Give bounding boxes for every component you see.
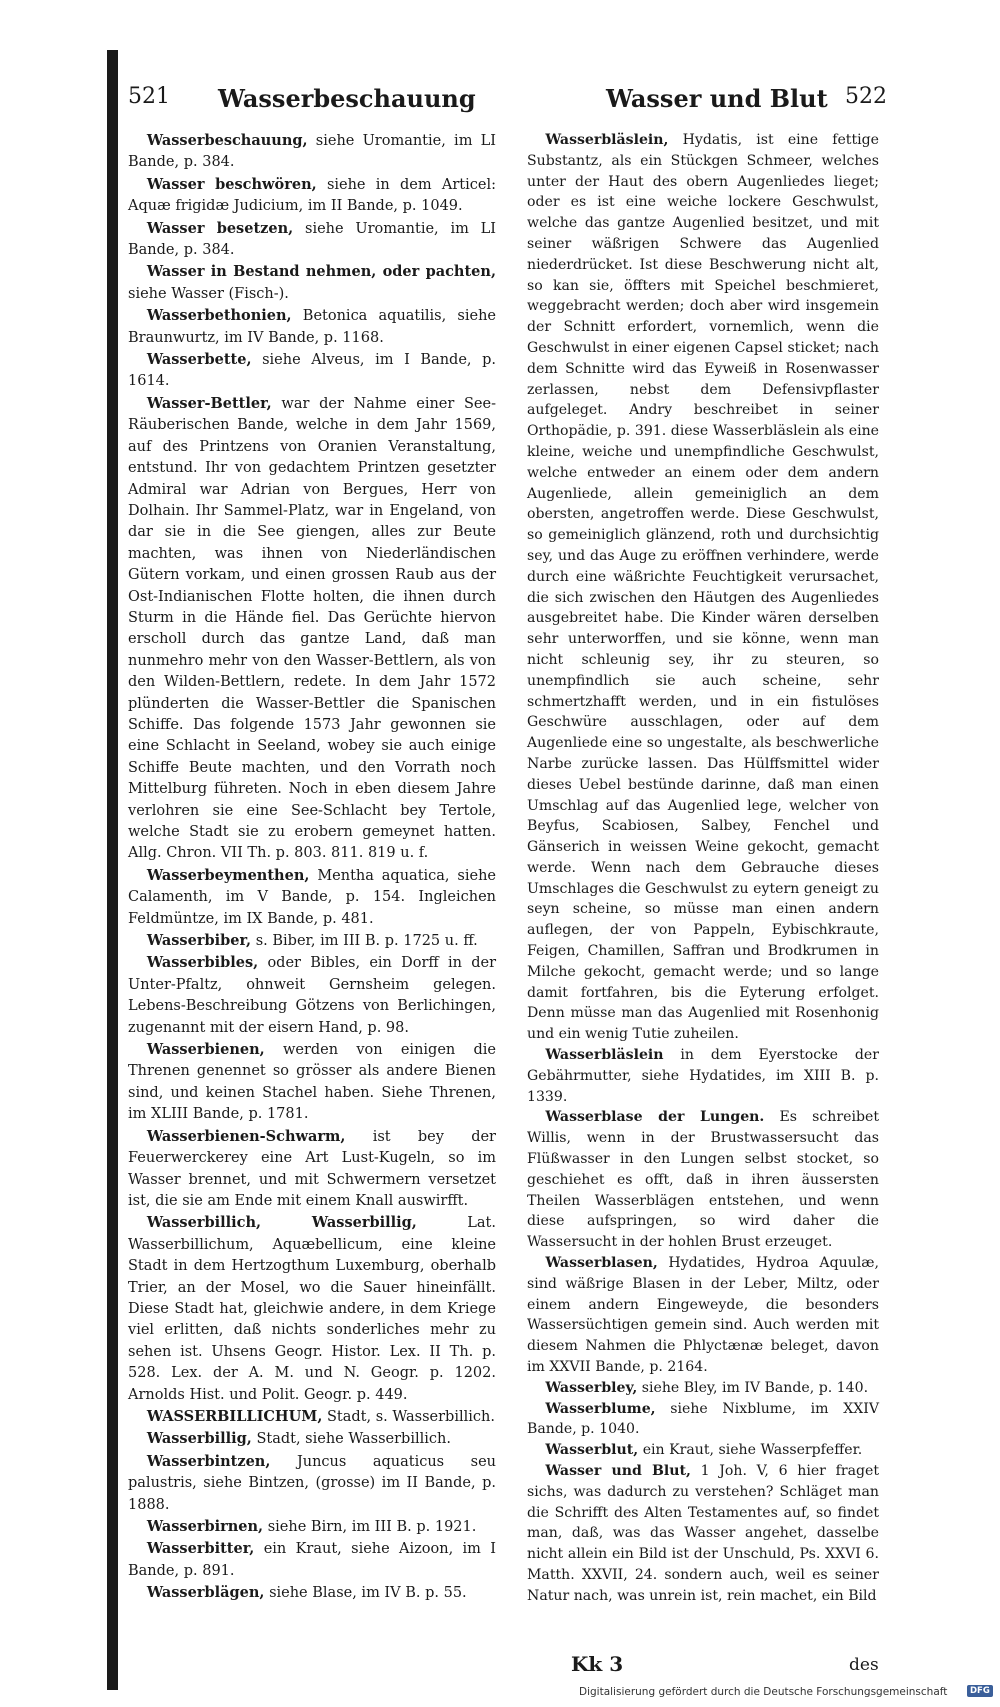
dictionary-entry	[128, 1451, 496, 1516]
entry-headword: Wasserbintzen,	[146, 1452, 271, 1470]
dictionary-entry	[128, 1406, 496, 1428]
entry-text: siehe Blase, im IV B. p. 55.	[269, 1585, 467, 1602]
dictionary-entry	[128, 174, 496, 218]
entry-headword: Wasserblase der Lungen.	[545, 1109, 765, 1126]
dictionary-entry	[527, 1378, 879, 1399]
entry-headword: Wasser besetzen,	[146, 219, 294, 237]
dictionary-entry	[128, 1428, 496, 1450]
entry-text: Lat. Wasserbillichum, Aquæbellicum, eine kleine Stadt in dem Hertzogthum Luxemburg, oberhalb Trier, an der Mosel, wo die Sauer hineinfällt. Diese Stadt hat, gleichwie andere, in dem Kriege viel erlitten, daß nichts sonderliches mehr zu sehen ist. Uhsens Geogr. Histor. Lex. II Th. p. 528. Lex. der A. M. und N. Geogr. p. 1202. Arnolds Hist. und Polit. Geogr. p. 449.	[128, 1215, 496, 1403]
entry-headword: Wasserbeymenthen,	[146, 866, 310, 884]
entry-headword: Wasserbette,	[146, 351, 252, 369]
entry-headword: Wasserbillig,	[146, 1430, 252, 1448]
entry-headword: Wasserbeschauung,	[146, 132, 308, 149]
dictionary-entry	[128, 1516, 496, 1538]
dictionary-entry	[527, 1440, 879, 1461]
dictionary-entry	[128, 952, 496, 1039]
right-running-title: Wasser und Blut	[606, 84, 828, 113]
entry-headword: Wasserbienen-Schwarm,	[146, 1127, 346, 1145]
dictionary-entry	[128, 261, 496, 305]
dictionary-entry	[128, 218, 496, 262]
right-column	[527, 130, 879, 1607]
entry-headword: Wasserbitter,	[146, 1540, 255, 1558]
entry-headword: Wasserbläslein	[545, 1047, 664, 1064]
entry-text: siehe Alveus, im I Bande, p. 1614.	[128, 352, 497, 390]
entry-text: siehe in dem Articel: Aquæ frigidæ Judicium, im II Bande, p. 1049.	[128, 176, 496, 215]
dictionary-entry	[527, 1107, 879, 1253]
entry-headword: Wasser-Bettler,	[146, 394, 272, 412]
entry-headword: Wasserbley,	[545, 1379, 638, 1396]
entry-headword: Wasser beschwören,	[146, 175, 317, 193]
entry-text: Juncus aquaticus seu palustris, siehe Bintzen, (grosse) im II Bande, p. 1888.	[128, 1453, 497, 1513]
dictionary-entry	[128, 1582, 496, 1604]
entry-headword: Wasser in Bestand nehmen, oder pachten,	[146, 263, 496, 281]
binding-edge	[107, 50, 118, 1690]
dictionary-entry	[128, 305, 496, 349]
entry-headword: WASSERBILLICHUM,	[146, 1407, 323, 1425]
entry-headword: Wasserbienen,	[146, 1041, 265, 1059]
entry-headword: Wasserbläslein,	[545, 132, 669, 148]
dictionary-entry	[128, 1538, 496, 1582]
entry-headword: Wasserbethonien,	[146, 307, 292, 325]
left-running-title: Wasserbeschauung	[218, 84, 476, 113]
entry-text: siehe Uromantie, im LI Bande, p. 384.	[128, 220, 497, 259]
dfg-logo: DFG	[967, 1685, 993, 1697]
entry-headword: Wasserbiber,	[146, 932, 252, 950]
entry-text: siehe Birn, im III B. p. 1921.	[267, 1519, 477, 1535]
entry-text: Es schreibet Willis, wenn in der Brustwassersucht das Flüßwasser in den Lungen selbst stocket, so geschiehet es offt, daß in ihren äussersten Theilen Wasserblägen entstehen, und wenn diese aufspringen, so wird daher die Wassersucht in der hohlen Brust erzeuget.	[527, 1109, 879, 1251]
entry-headword: Wasserbillich, Wasserbillig,	[146, 1214, 417, 1232]
dictionary-entry	[128, 349, 496, 393]
entry-text: in dem Eyerstocke der Gebährmutter, siehe Hydatides, im XIII B. p. 1339.	[527, 1047, 879, 1105]
entry-text: Hydatis, ist eine fettige Substantz, als ein Stückgen Schmeer, welches unter der Haut des obern Augenliedes lieget; oder es ist eine weiche lockere Geschwulst, welche das gantze Augenlied besitzet, und mit seiner wäßrigen Schwere das Augenlied niederdrücket. Ist diese Beschwerung nicht alt, so kan sie, öffters mit Speichel beschmieret, weggebracht werden; doch aber wird insgemein der Schnitt erfordert, vornemlich, wenn die Geschwulst in einer eigenen Capsel sticket; nach dem Schnitte wird das Eyweiß in Rosenwasser zerlassen, nebst dem Defensivpflaster aufgeleget. Andry beschreibet in seiner Orthopädie, p. 391. diese Wasserbläslein als eine kleine, weiche und unempfindliche Geschwulst, welche entweder an einem oder dem andern Augenliede, allein gemeiniglich an dem obersten, angetroffen werde. Diese Geschwulst, so gemeiniglich glänzend, roth und durchsichtig sey, und das Auge zu eröffnen verhindere, werde durch eine wäßrichte Feuchtigkeit verursachet, die sich zwischen den Häutgen des Augenliedes ausgebreitet habe. Die Kinder wären derselben sehr unterworffen, und sie könne, wenn man nicht schleunig sey, ihr zu steuren, so unempfindlich sie auch scheine, sehr schmertzhafft werden, und in ein fistulöses Geschwüre ausschlagen, oder auf dem Augenliede eine so ungestalte, als beschwerliche Narbe zurücke lassen. Das Hülffsmittel wider dieses Uebel bestünde darinne, daß man einen Umschlag auf das Augenlied lege, welcher von Beyfus, Scabiosen, Salbey, Fenchel und Gänserich in weissen Weine gekocht, gemacht werde. Wenn nach dem Gebrauche dieses Umschlages die Geschwulst zu eytern geneigt zu seyn scheine, so müsse man einen andern auflegen, der von Pappeln, Eybischkraute, Feigen, Chamillen, Saffran und Brodkrumen in Milche gekocht, gemacht werde; und so lange damit fortfahren, bis die Eyterung erfolget. Denn müsse man das Augenlied mit Rosenhonig und ein wenig Tutie zuheilen.	[527, 132, 879, 1043]
digitization-footer: Digitalisierung gefördert durch die Deutsche Forschungsgemeinschaft	[579, 1686, 948, 1698]
dictionary-entry	[128, 930, 496, 952]
entry-headword: Wasserbirnen,	[146, 1518, 264, 1535]
entry-text: 1 Joh. V, 6 hier fraget sichs, was dadurch zu verstehen? Schläget man die Schrifft des Alten Testamentes auf, so findet man, daß, was das Wasser angehet, dasselbe nicht allein ein Bild ist der Unschuld, Ps. XXVI 6. Matth. XXVII, 24. sondern auch, weil es seiner Natur nach, was unrein ist, rein machet, ein Bild	[527, 1463, 880, 1604]
entry-headword: Wasserblut,	[545, 1442, 639, 1459]
entry-text: ist bey der Feuerwerckerey eine Art Lust-Kugeln, so im Wasser brennet, und mit Schwermern versetzet ist, die sie am Ende mit einem Knall auswirfft.	[128, 1128, 496, 1209]
left-column	[128, 130, 496, 1605]
entry-headword: Wasser und Blut,	[545, 1463, 691, 1479]
dictionary-entry	[128, 1212, 496, 1406]
dictionary-entry	[527, 1045, 879, 1107]
entry-text: s. Biber, im III B. p. 1725 u. ff.	[255, 933, 478, 950]
entry-text: Stadt, s. Wasserbillich.	[326, 1408, 495, 1425]
catchword: des	[849, 1655, 879, 1675]
entry-text: werden von einigen die Threnen genennet so grösser als andere Bienen sind, und keinen Stachel haben. Siehe Threnen, im XLIII Bande, p. 1781.	[128, 1042, 496, 1123]
dictionary-entry	[527, 1461, 879, 1607]
dictionary-entry	[527, 1399, 879, 1441]
entry-text: siehe Wasser (Fisch-).	[128, 285, 289, 302]
entry-text: war der Nahme einer See-Räuberischen Bande, welche in dem Jahr 1569, auf des Printzens von Oranien Veranstaltung, entstund. Ihr von gedachtem Printzen gesetzter Admiral war Adrian von Bergues, Herr von Dolhain. Ihr Sammel-Platz, war in Engeland, von dar sie in die See giengen, alles zur Beute machten, was ihnen von Niederländischen Gütern vorkam, und einen grossen Raub aus der Ost-Indianischen Flotte holten, die ihnen durch Sturm in die Hände fiel. Das Gerüchte hiervon erscholl durch das gantze Land, daß man nunmehro mehr von den Wasser-Bettlern, als von den Wilden-Bettlern, redete. In dem Jahr 1572 plünderten die Wasser-Bettler die Spanischen Schiffe. Das folgende 1573 Jahr gewonnen sie eine Schlacht in Seeland, wobey sie auch einige Schiffe Beute machten, und den Vorrath noch Mittelburg führeten. Noch in eben diesem Jahre verlohren sie eine See-Schlacht bey Tertole, welche Stadt sie zu erobern gemeynet hatten. Allg. Chron. VII Th. p. 803. 811. 819 u. f.	[128, 395, 496, 862]
entry-headword: Wasserbibles,	[146, 954, 259, 972]
dictionary-entry	[527, 1253, 879, 1378]
entry-text: siehe Uromantie, im LI Bande, p. 384.	[128, 133, 497, 171]
dictionary-entry	[527, 130, 879, 1045]
dictionary-entry	[128, 1039, 496, 1126]
entry-headword: Wasserblume,	[545, 1400, 656, 1417]
entry-text: Stadt, siehe Wasserbillich.	[256, 1431, 451, 1448]
right-page-number: 522	[845, 84, 887, 109]
entry-text: siehe Nixblume, im XXIV Bande, p. 1040.	[527, 1400, 880, 1438]
entry-text: Hydatides, Hydroa Aquulæ, sind wäßrige Blasen in der Leber, Miltz, oder einem andern Eingeweyde, die besonders Wassersüchtigen gemein sind. Auch werden mit diesem Nahmen die Phlyctænæ beleget, davon im XXVII Bande, p. 2164.	[527, 1255, 880, 1376]
left-page-number: 521	[128, 84, 170, 109]
entry-text: Mentha aquatica, siehe Calamenth, im V Bande, p. 154. Ingleichen Feldmüntze, im IX Bande, p. 481.	[128, 867, 496, 927]
entry-text: ein Kraut, siehe Aizoon, im I Bande, p. 891.	[128, 1541, 496, 1579]
signature-mark: Kk 3	[571, 1652, 624, 1676]
dictionary-entry	[128, 1126, 496, 1213]
entry-text: siehe Bley, im IV Bande, p. 140.	[641, 1379, 869, 1396]
entry-text: Betonica aquatilis, siehe Braunwurtz, im IV Bande, p. 1168.	[128, 308, 496, 346]
entry-text: ein Kraut, siehe Wasserpfeffer.	[642, 1442, 863, 1459]
entry-text: oder Bibles, ein Dorff in der Unter-Pfaltz, ohnweit Gernsheim gelegen. Lebens-Beschreibung Götzens von Berlichingen, zugenannt mit der eisern Hand, p. 98.	[128, 955, 496, 1036]
entry-headword: Wasserblägen,	[146, 1584, 265, 1602]
dictionary-entry	[128, 865, 496, 930]
entry-headword: Wasserblasen,	[545, 1255, 658, 1272]
dictionary-entry	[128, 393, 496, 865]
dictionary-entry	[128, 130, 496, 174]
